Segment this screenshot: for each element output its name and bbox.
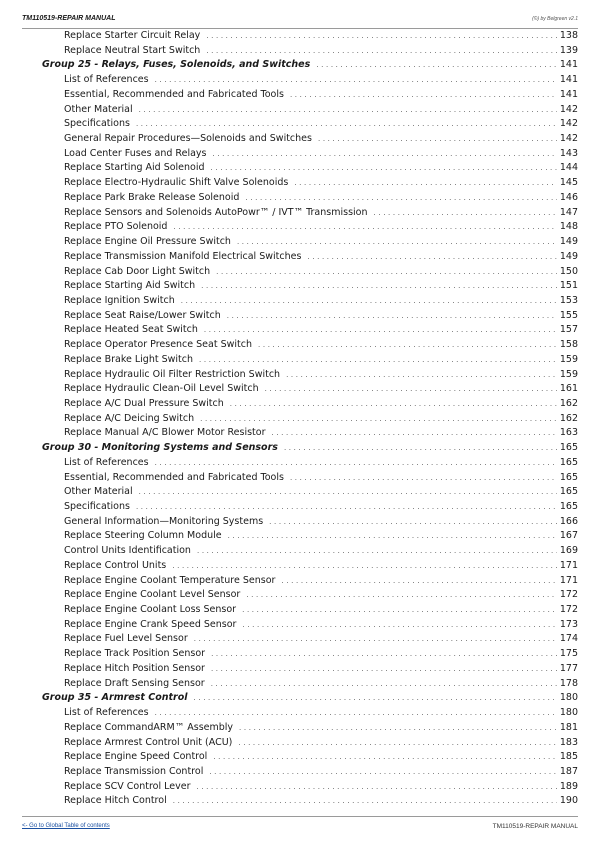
toc-entry-title: Replace A/C Dual Pressure Switch	[64, 397, 224, 409]
toc-group-heading[interactable]	[42, 58, 578, 73]
toc-entry-title: Replace Hydraulic Oil Filter Restriction Switch	[64, 368, 281, 380]
toc-entry-title: Other Material	[64, 486, 133, 498]
toc-entry[interactable]	[42, 206, 578, 221]
table-of-contents	[42, 29, 578, 809]
toc-entry-title: Replace Engine Crank Speed Sensor	[64, 618, 237, 630]
dot-leader	[269, 515, 557, 530]
toc-entry-title: Replace Starting Aid Solenoid	[64, 162, 205, 174]
dot-leader	[206, 29, 557, 44]
toc-page-number: 151	[559, 280, 578, 292]
page-header	[22, 14, 578, 29]
toc-page-number: 163	[559, 427, 578, 439]
dot-leader	[286, 368, 557, 383]
toc-entry[interactable]	[42, 88, 578, 103]
toc-entry-title: Replace Heated Seat Switch	[64, 324, 198, 336]
toc-entry[interactable]	[42, 780, 578, 795]
toc-entry[interactable]	[42, 265, 578, 280]
dot-leader	[242, 603, 557, 618]
toc-entry-title: Replace Hitch Position Sensor	[64, 662, 205, 674]
toc-page-number: 146	[559, 191, 578, 203]
toc-page-number: 145	[559, 177, 578, 189]
toc-entry-title: Replace PTO Solenoid	[64, 221, 168, 233]
toc-page-number: 141	[559, 88, 578, 100]
dot-leader	[211, 161, 557, 176]
toc-entry[interactable]	[42, 750, 578, 765]
toc-entry-title: Replace Control Units	[64, 559, 167, 571]
toc-entry[interactable]	[42, 603, 578, 618]
toc-entry[interactable]	[42, 323, 578, 338]
dot-leader	[155, 73, 557, 88]
dot-leader	[246, 588, 557, 603]
toc-entry[interactable]	[42, 559, 578, 574]
toc-page-number: 141	[559, 74, 578, 86]
toc-entry[interactable]	[42, 397, 578, 412]
toc-entry-title: Replace Draft Sensing Sensor	[64, 677, 205, 689]
toc-entry-title: Replace Engine Coolant Level Sensor	[64, 589, 241, 601]
toc-page-number: 190	[559, 795, 578, 807]
dot-leader	[281, 574, 556, 589]
toc-entry-title: Other Material	[64, 103, 133, 115]
toc-entry[interactable]	[42, 574, 578, 589]
toc-entry[interactable]	[42, 44, 578, 59]
dot-leader	[194, 691, 557, 706]
toc-page-number: 165	[559, 456, 578, 468]
toc-entry-title: Replace SCV Control Lever	[64, 780, 191, 792]
dot-leader	[155, 456, 557, 471]
toc-entry[interactable]	[42, 368, 578, 383]
dot-leader	[173, 794, 557, 809]
toc-page-number: 174	[559, 633, 578, 645]
toc-entry[interactable]	[42, 544, 578, 559]
toc-group-heading[interactable]	[42, 441, 578, 456]
toc-page-number: 165	[559, 486, 578, 498]
toc-entry[interactable]	[42, 29, 578, 44]
toc-page-number: 143	[559, 147, 578, 159]
toc-page-number: 157	[559, 324, 578, 336]
toc-page-number: 181	[559, 721, 578, 733]
toc-page-number: 149	[559, 250, 578, 262]
toc-entry[interactable]	[42, 706, 578, 721]
toc-entry[interactable]	[42, 103, 578, 118]
dot-leader	[206, 44, 557, 59]
toc-entry[interactable]	[42, 353, 578, 368]
toc-entry[interactable]	[42, 235, 578, 250]
toc-entry[interactable]	[42, 529, 578, 544]
dot-leader	[211, 677, 557, 692]
dot-leader	[216, 265, 557, 280]
toc-entry-title: Load Center Fuses and Relays	[64, 147, 207, 159]
toc-entry[interactable]	[42, 485, 578, 500]
dot-leader	[374, 206, 557, 221]
toc-entry[interactable]	[42, 515, 578, 530]
dot-leader	[228, 529, 557, 544]
toc-entry[interactable]	[42, 794, 578, 809]
toc-page-number: 185	[559, 751, 578, 763]
toc-page-number: 171	[559, 574, 578, 586]
toc-entry-title: Replace Engine Oil Pressure Switch	[64, 236, 231, 248]
toc-entry-title: Replace Steering Column Module	[64, 530, 222, 542]
toc-page-number: 180	[559, 707, 578, 719]
toc-entry[interactable]	[42, 500, 578, 515]
toc-page-number: 161	[559, 383, 578, 395]
toc-entry[interactable]	[42, 382, 578, 397]
dot-leader	[294, 176, 557, 191]
toc-entry[interactable]	[42, 220, 578, 235]
toc-page-number: 142	[559, 118, 578, 130]
toc-page-number: 183	[559, 736, 578, 748]
toc-entry-title: Replace Park Brake Release Solenoid	[64, 191, 240, 203]
toc-page-number: 153	[559, 294, 578, 306]
toc-entry-title: Replace Hydraulic Clean-Oil Level Switch	[64, 383, 259, 395]
dot-leader	[136, 500, 557, 515]
dot-leader	[209, 765, 557, 780]
toc-entry-title: List of References	[64, 456, 149, 468]
dot-leader	[318, 132, 557, 147]
toc-page-number: 158	[559, 339, 578, 351]
toc-entry-title: Replace Engine Coolant Temperature Sensor	[64, 574, 276, 586]
toc-entry-title: Replace Seat Raise/Lower Switch	[64, 309, 221, 321]
toc-page-number: 177	[559, 662, 578, 674]
toc-entry-title: Replace CommandARM™ Assembly	[64, 721, 234, 733]
toc-page-number: 139	[559, 44, 578, 56]
toc-page-number: 166	[559, 515, 578, 527]
dot-leader	[290, 88, 557, 103]
toc-entry-title: General Repair Procedures—Solenoids and Switches	[64, 133, 312, 145]
dot-leader	[284, 441, 557, 456]
toc-entry[interactable]	[42, 471, 578, 486]
dot-leader	[245, 191, 556, 206]
toc-page-number: 175	[559, 648, 578, 660]
toc-entry-title: Essential, Recommended and Fabricated Tools	[64, 88, 284, 100]
toc-entry[interactable]	[42, 147, 578, 162]
dot-leader	[194, 632, 557, 647]
dot-leader	[239, 721, 557, 736]
dot-leader	[211, 647, 557, 662]
manual-title: TM110519-REPAIR MANUAL	[22, 15, 116, 22]
toc-entry[interactable]	[42, 647, 578, 662]
dot-leader	[258, 338, 557, 353]
dot-leader	[199, 353, 557, 368]
dot-leader	[290, 471, 557, 486]
dot-leader	[213, 750, 557, 765]
toc-entry-title: Replace Hitch Control	[64, 795, 167, 807]
toc-page-number: 172	[559, 604, 578, 616]
dot-leader	[204, 323, 557, 338]
toc-entry[interactable]	[42, 250, 578, 265]
toc-page-number: 150	[559, 265, 578, 277]
toc-entry-title: Replace Brake Light Switch	[64, 353, 194, 365]
toc-entry[interactable]	[42, 279, 578, 294]
toc-page-number: 162	[559, 412, 578, 424]
toc-entry-title: Replace Track Position Sensor	[64, 648, 206, 660]
toc-page-number: 165	[559, 442, 578, 454]
toc-entry-title: Replace Transmission Control	[64, 765, 204, 777]
toc-group-heading[interactable]	[42, 691, 578, 706]
dot-leader	[307, 250, 556, 265]
toc-entry[interactable]	[42, 677, 578, 692]
dot-leader	[316, 58, 557, 73]
toc-entry[interactable]	[42, 191, 578, 206]
toc-entry-title: Replace Fuel Level Sensor	[64, 633, 188, 645]
toc-page-number: 147	[559, 206, 578, 218]
toc-entry[interactable]	[42, 632, 578, 647]
toc-page-number: 144	[559, 162, 578, 174]
toc-page-number: 162	[559, 397, 578, 409]
dot-leader	[200, 412, 557, 427]
toc-page-number: 159	[559, 353, 578, 365]
toc-page-number: 178	[559, 677, 578, 689]
brand-credit: (©) by Belgreen v2.1	[532, 16, 578, 22]
toc-entry-title: Replace Armrest Control Unit (ACU)	[64, 736, 233, 748]
dot-leader	[230, 397, 557, 412]
toc-entry-title: Replace Operator Presence Seat Switch	[64, 339, 252, 351]
toc-entry[interactable]	[42, 309, 578, 324]
toc-entry-title: Specifications	[64, 118, 130, 130]
toc-entry[interactable]	[42, 412, 578, 427]
toc-entry[interactable]	[42, 721, 578, 736]
toc-page-number: 138	[559, 30, 578, 41]
toc-entry[interactable]	[42, 618, 578, 633]
toc-page-number: 189	[559, 780, 578, 792]
toc-page-number: 141	[559, 59, 578, 71]
toc-entry-title: Replace Engine Coolant Loss Sensor	[64, 604, 237, 616]
toc-entry-title: Replace Electro-Hydraulic Shift Valve Solenoids	[64, 177, 289, 189]
toc-page-number: 148	[559, 221, 578, 233]
dot-leader	[238, 736, 556, 751]
toc-entry-title: Replace Cab Door Light Switch	[64, 265, 211, 277]
toc-page-number: 142	[559, 133, 578, 145]
toc-entry[interactable]	[42, 662, 578, 677]
toc-entry[interactable]	[42, 161, 578, 176]
toc-page-number: 165	[559, 471, 578, 483]
toc-page-number: 169	[559, 545, 578, 557]
dot-leader	[227, 309, 557, 324]
toc-entry-title: List of References	[64, 707, 149, 719]
dot-leader	[237, 235, 557, 250]
toc-entry-title: Replace Transmission Manifold Electrical Switches	[64, 250, 302, 262]
toc-entry[interactable]	[42, 588, 578, 603]
toc-entry-title: Replace Starter Circuit Relay	[64, 30, 201, 41]
toc-entry-title: Specifications	[64, 501, 130, 512]
toc-entry-title: Replace Starting Aid Switch	[64, 280, 196, 292]
toc-entry-title: Replace A/C Deicing Switch	[64, 412, 195, 424]
dot-leader	[271, 426, 556, 441]
dot-leader	[265, 382, 557, 397]
toc-entry[interactable]	[42, 426, 578, 441]
toc-page-number: 180	[559, 692, 578, 704]
dot-leader	[242, 618, 556, 633]
dot-leader	[139, 103, 557, 118]
dot-leader	[181, 294, 557, 309]
toc-entry[interactable]	[42, 176, 578, 191]
toc-entry-title: List of References	[64, 74, 149, 86]
dot-leader	[201, 279, 557, 294]
toc-page-number: 165	[559, 501, 578, 512]
toc-page-number: 142	[559, 103, 578, 115]
toc-entry-title: Group 35 - Armrest Control	[42, 692, 188, 704]
footer-manual-id: TM110519-REPAIR MANUAL	[492, 823, 578, 830]
toc-entry-title: Replace Neutral Start Switch	[64, 44, 201, 56]
toc-page-number: 155	[559, 309, 578, 321]
toc-page-number: 173	[559, 618, 578, 630]
dot-leader	[136, 117, 557, 132]
page-footer	[22, 816, 578, 831]
dot-leader	[155, 706, 557, 721]
toc-entry[interactable]	[42, 132, 578, 147]
toc-entry-title: Control Units Identification	[64, 545, 191, 557]
global-toc-link[interactable]: <- Go to Global Table of contents	[22, 823, 110, 829]
dot-leader	[139, 485, 557, 500]
toc-entry[interactable]	[42, 338, 578, 353]
toc-page-number: 187	[559, 765, 578, 777]
toc-entry[interactable]	[42, 765, 578, 780]
toc-entry-title: Replace Manual A/C Blower Motor Resistor	[64, 427, 266, 439]
toc-entry-title: Group 30 - Monitoring Systems and Sensors	[42, 442, 278, 454]
toc-entry[interactable]	[42, 456, 578, 471]
toc-entry[interactable]	[42, 73, 578, 88]
toc-entry[interactable]	[42, 294, 578, 309]
toc-entry-title: Replace Sensors and Solenoids AutoPowr™ / IVT™ Transmission	[64, 206, 368, 218]
dot-leader	[197, 544, 557, 559]
toc-entry-title: Replace Ignition Switch	[64, 294, 175, 306]
dot-leader	[196, 780, 556, 795]
toc-entry-title: Group 25 - Relays, Fuses, Solenoids, and Switches	[42, 59, 311, 71]
toc-entry[interactable]	[42, 736, 578, 751]
toc-page-number: 172	[559, 589, 578, 601]
toc-entry-title: Essential, Recommended and Fabricated Tools	[64, 471, 284, 483]
toc-page-number: 167	[559, 530, 578, 542]
dot-leader	[173, 220, 556, 235]
toc-entry-title: Replace Engine Speed Control	[64, 751, 208, 763]
toc-page-number: 149	[559, 236, 578, 248]
toc-entry[interactable]	[42, 117, 578, 132]
dot-leader	[212, 147, 556, 162]
dot-leader	[172, 559, 557, 574]
dot-leader	[211, 662, 557, 677]
toc-page-number: 159	[559, 368, 578, 380]
toc-page-number: 171	[559, 559, 578, 571]
toc-entry-title: General Information—Monitoring Systems	[64, 515, 264, 527]
